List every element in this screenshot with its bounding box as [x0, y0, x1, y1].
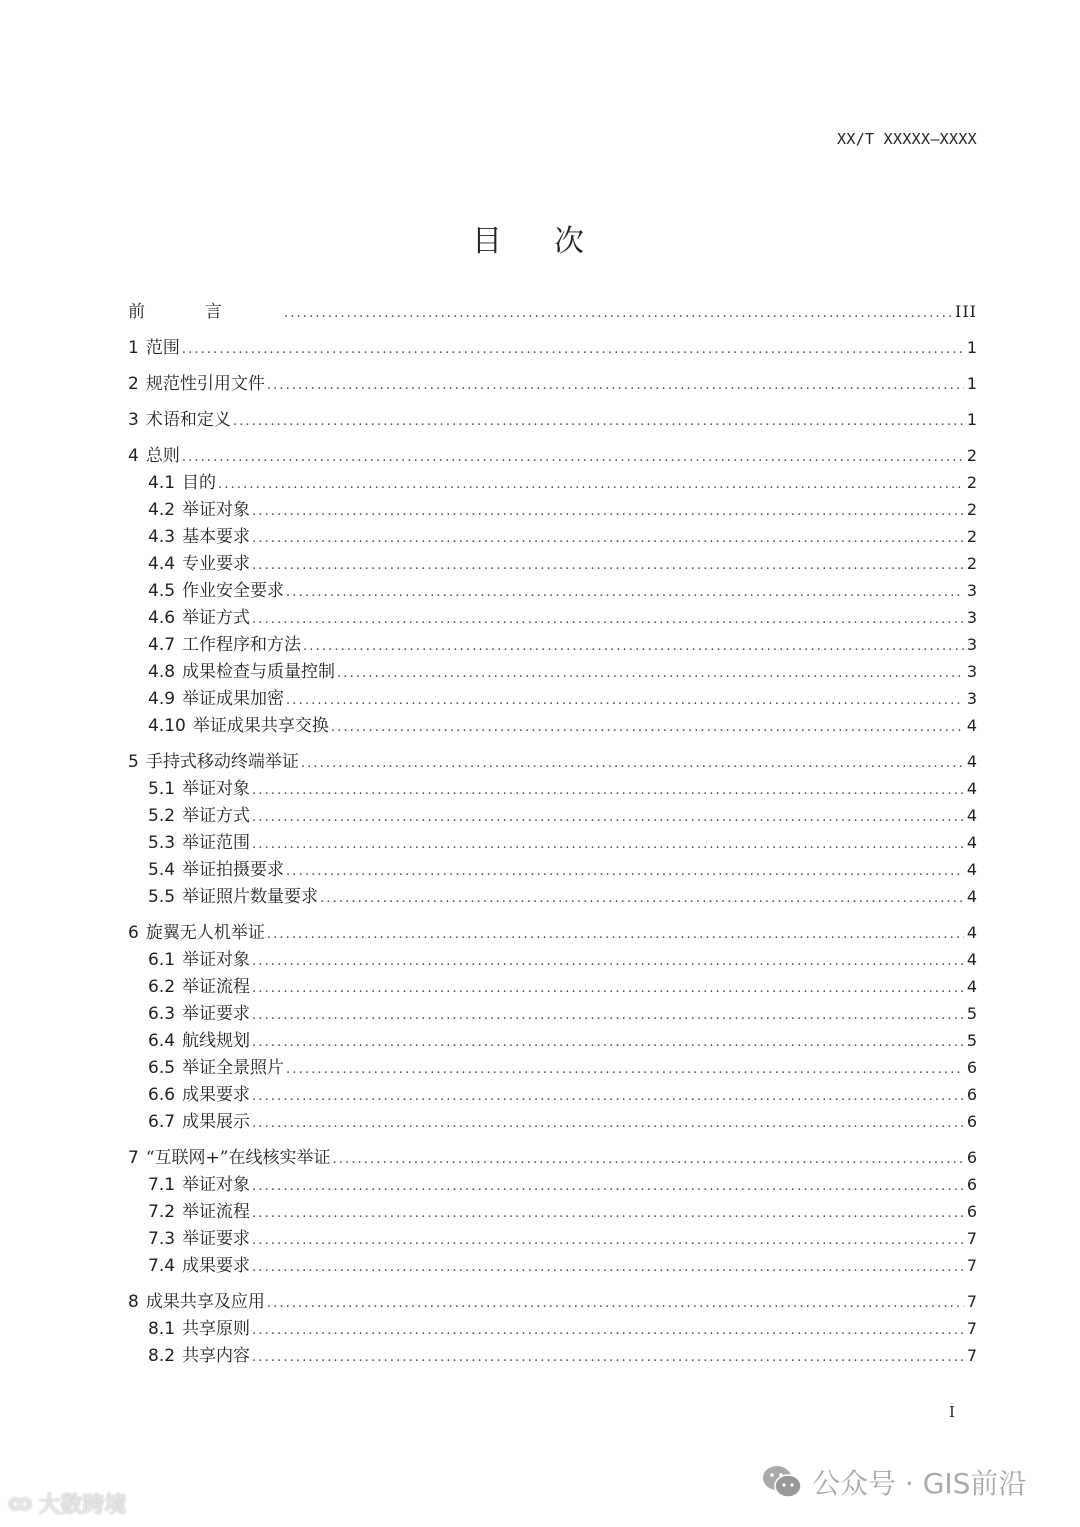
wechat-icon — [762, 1465, 802, 1499]
corner-logo-icon: ꝏ — [8, 1491, 33, 1516]
toc-entry[interactable] — [128, 550, 977, 577]
toc-entry-label: 成果要求 — [182, 1256, 251, 1276]
toc-entry-label: 举证方式 — [182, 608, 251, 628]
dot-leader — [301, 750, 964, 777]
toc-entry-page: 5 — [966, 1004, 977, 1023]
toc-entry-title — [128, 371, 267, 398]
toc-entry-number: 6.5 — [148, 1058, 176, 1078]
toc-entry[interactable] — [128, 712, 977, 739]
dot-leader — [286, 1056, 964, 1083]
toc-entry-label: 工作程序和方法 — [182, 635, 302, 655]
toc-entry[interactable] — [128, 1252, 977, 1279]
dot-leader — [303, 633, 964, 660]
toc-entry-title — [148, 1199, 252, 1226]
toc-entry-title — [128, 749, 301, 776]
toc-entry-label: 举证对象 — [182, 779, 251, 799]
toc-entry-label: 成果检查与质量控制 — [182, 662, 336, 682]
toc-entry-number: 7.3 — [148, 1229, 176, 1249]
toc-entry-page: 2 — [966, 527, 977, 546]
toc-entry[interactable] — [128, 1054, 977, 1081]
toc-entry-label: 举证对象 — [182, 500, 251, 520]
toc-entry-title — [148, 803, 252, 830]
page-title: 目次 — [472, 224, 636, 259]
toc-entry-label: 举证对象 — [182, 1175, 251, 1195]
toc-entry-page: 3 — [966, 662, 977, 681]
toc-entry[interactable] — [128, 442, 977, 469]
toc-entry-page: 1 — [966, 374, 977, 393]
toc-entry-page: 4 — [966, 860, 977, 879]
dot-leader — [337, 660, 964, 687]
toc-entry-number: 8.1 — [148, 1319, 176, 1339]
toc-entry[interactable] — [128, 631, 977, 658]
toc-entry-number: 6.3 — [148, 1004, 176, 1024]
toc-entry-number: 6.2 — [148, 977, 176, 997]
toc-entry-number: 4.2 — [148, 500, 176, 520]
toc-entry-number: 5.4 — [148, 860, 176, 880]
dot-leader — [233, 408, 964, 435]
toc-entry[interactable] — [128, 829, 977, 856]
toc-entry-number: 7.2 — [148, 1202, 176, 1222]
toc-entry-page: 6 — [966, 1112, 977, 1131]
toc-entry-page: 6 — [966, 1148, 977, 1167]
page-number: I — [949, 1403, 955, 1421]
toc-entry-title — [128, 335, 182, 362]
toc-entry-title — [148, 947, 252, 974]
dot-leader — [252, 1110, 964, 1137]
toc-entry-page: 2 — [966, 446, 977, 465]
toc-entry[interactable] — [128, 1315, 977, 1342]
toc-entry-number: 4.6 — [148, 608, 176, 628]
dot-leader — [252, 1083, 964, 1110]
toc-entry-page: 5 — [966, 1031, 977, 1050]
toc-entry-title — [128, 1289, 267, 1316]
toc-entry-page: 7 — [966, 1346, 977, 1365]
toc-entry-label: 举证全景照片 — [182, 1058, 285, 1078]
toc-entry-number: 5.1 — [148, 779, 176, 799]
toc-entry[interactable] — [128, 523, 977, 550]
toc-entry[interactable] — [128, 685, 977, 712]
dot-leader — [331, 714, 964, 741]
toc-entry[interactable] — [128, 577, 977, 604]
toc-entry-label: 举证成果加密 — [182, 689, 285, 709]
toc-entry-label: 举证流程 — [182, 1202, 251, 1222]
toc-entry-number: 6 — [128, 923, 139, 943]
toc-entry-title — [148, 632, 303, 659]
dot-leader — [267, 1290, 964, 1317]
dot-leader — [252, 777, 964, 804]
toc-entry-title — [148, 524, 252, 551]
table-of-contents — [128, 298, 977, 1369]
toc-entry-label: 目的 — [182, 473, 217, 493]
toc-entry-title — [148, 551, 252, 578]
toc-entry-label: “互联网+”在线核实举证 — [145, 1148, 331, 1168]
toc-entry-page: 3 — [966, 608, 977, 627]
dot-leader — [252, 1173, 964, 1200]
toc-entry[interactable] — [128, 919, 977, 946]
toc-entry-label: 航线规划 — [182, 1031, 251, 1051]
toc-entry-label: 共享原则 — [182, 1319, 251, 1339]
toc-entry-page: 4 — [966, 716, 977, 735]
toc-entry[interactable] — [128, 658, 977, 685]
toc-entry[interactable] — [128, 298, 977, 325]
toc-entry[interactable] — [128, 802, 977, 829]
toc-entry-title — [148, 605, 252, 632]
dot-leader — [252, 606, 964, 633]
toc-entry-number: 5 — [128, 752, 139, 772]
toc-entry-number: 5.3 — [148, 833, 176, 853]
toc-entry[interactable] — [128, 1288, 977, 1315]
dot-leader — [252, 498, 964, 525]
toc-entry[interactable] — [128, 334, 977, 361]
toc-entry[interactable] — [128, 973, 977, 1000]
wechat-watermark-text: 公众号 · GIS前沿 — [812, 1467, 1027, 1500]
toc-entry-number: 4.3 — [148, 527, 176, 547]
toc-entry-label: 成果共享及应用 — [145, 1292, 265, 1312]
toc-entry-number: 4.7 — [148, 635, 176, 655]
toc-entry-page: 4 — [966, 806, 977, 825]
toc-entry-title — [148, 470, 218, 497]
wechat-watermark — [762, 1462, 1026, 1502]
toc-entry-title — [148, 686, 286, 713]
toc-entry-number: 8.2 — [148, 1346, 176, 1366]
dot-leader — [286, 687, 964, 714]
dot-leader — [252, 552, 964, 579]
dot-leader — [252, 525, 964, 552]
toc-entry-page: 6 — [966, 1175, 977, 1194]
dot-leader — [218, 471, 964, 498]
dot-leader — [252, 1344, 964, 1371]
toc-entry[interactable] — [128, 856, 977, 883]
toc-entry-label: 作业安全要求 — [182, 581, 285, 601]
toc-entry[interactable] — [128, 1171, 977, 1198]
toc-entry-label: 成果要求 — [182, 1085, 251, 1105]
toc-entry-label: 举证对象 — [182, 950, 251, 970]
toc-entry-title — [148, 1226, 252, 1253]
standard-code-header: XX/T XXXXX—XXXX — [837, 130, 977, 148]
dot-leader — [182, 444, 964, 471]
toc-entry-page: 3 — [966, 689, 977, 708]
toc-entry-title — [148, 1028, 252, 1055]
dot-leader — [252, 804, 964, 831]
toc-entry-title — [148, 713, 331, 740]
dot-leader — [252, 1029, 964, 1056]
toc-entry-page: 4 — [966, 752, 977, 771]
toc-entry[interactable] — [128, 1144, 977, 1171]
toc-entry-page: 6 — [966, 1058, 977, 1077]
toc-entry-label: 举证照片数量要求 — [182, 887, 319, 907]
toc-entry-page: 2 — [966, 500, 977, 519]
toc-entry[interactable] — [128, 370, 977, 397]
toc-entry-label: 规范性引用文件 — [145, 374, 265, 394]
toc-entry-number: 4.5 — [148, 581, 176, 601]
toc-entry-number: 3 — [128, 410, 139, 430]
toc-entry-number: 2 — [128, 374, 139, 394]
toc-entry-title — [128, 1145, 332, 1172]
toc-entry-label: 举证拍摄要求 — [182, 860, 285, 880]
toc-entry-number: 1 — [128, 338, 139, 358]
toc-entry-title — [148, 497, 252, 524]
toc-entry[interactable] — [128, 1342, 977, 1369]
toc-entry-number: 7 — [128, 1148, 139, 1168]
toc-entry[interactable] — [128, 1108, 977, 1135]
toc-entry-label: 旋翼无人机举证 — [145, 923, 265, 943]
dot-leader — [286, 858, 964, 885]
toc-entry-number: 4.10 — [148, 716, 186, 736]
toc-entry-number: 4.1 — [148, 473, 176, 493]
toc-entry-label: 专业要求 — [182, 554, 251, 574]
toc-entry-number: 7.1 — [148, 1175, 176, 1195]
toc-entry-number: 4.8 — [148, 662, 176, 682]
toc-entry[interactable] — [128, 604, 977, 631]
dot-leader — [252, 1227, 964, 1254]
toc-entry[interactable] — [128, 469, 977, 496]
toc-entry[interactable] — [128, 1225, 977, 1252]
toc-entry-page: 7 — [966, 1319, 977, 1338]
dot-leader — [252, 1200, 964, 1227]
toc-entry-page: 4 — [966, 977, 977, 996]
toc-entry-page: 4 — [966, 950, 977, 969]
toc-entry-page: 3 — [966, 581, 977, 600]
toc-entry-label: 总则 — [145, 446, 180, 466]
toc-entry-page: III — [955, 302, 977, 321]
toc-entry-label: 举证流程 — [182, 977, 251, 997]
toc-entry-label: 成果展示 — [182, 1112, 251, 1132]
toc-entry[interactable] — [128, 1000, 977, 1027]
toc-entry[interactable] — [128, 1027, 977, 1054]
dot-leader — [267, 921, 964, 948]
toc-entry-page: 2 — [966, 554, 977, 573]
toc-entry-title — [148, 830, 252, 857]
toc-entry-page: 6 — [966, 1085, 977, 1104]
toc-entry-label: 举证要求 — [182, 1004, 251, 1024]
dot-leader — [252, 948, 964, 975]
toc-entry-title — [148, 659, 337, 686]
toc-entry-title — [148, 884, 320, 911]
toc-entry[interactable] — [128, 883, 977, 910]
toc-entry[interactable] — [128, 1198, 977, 1225]
toc-entry-title — [148, 1082, 252, 1109]
toc-entry-page: 7 — [966, 1256, 977, 1275]
toc-entry-title — [128, 920, 267, 947]
toc-entry[interactable] — [128, 748, 977, 775]
toc-entry-title — [148, 1316, 252, 1343]
toc-entry-number: 4.4 — [148, 554, 176, 574]
toc-entry-number: 5.5 — [148, 887, 176, 907]
toc-entry-page: 1 — [966, 338, 977, 357]
toc-entry-label: 手持式移动终端举证 — [145, 752, 299, 772]
toc-entry-label: 举证范围 — [182, 833, 251, 853]
dot-leader — [252, 1317, 964, 1344]
toc-entry-title — [128, 299, 284, 326]
toc-entry-page: 4 — [966, 923, 977, 942]
toc-entry-title — [148, 1055, 286, 1082]
dot-leader — [332, 1146, 963, 1173]
toc-entry-label: 范围 — [145, 338, 180, 358]
toc-entry-title — [148, 1172, 252, 1199]
toc-entry[interactable] — [128, 946, 977, 973]
toc-entry-title — [148, 1253, 252, 1280]
dot-leader — [252, 1002, 964, 1029]
toc-entry-title — [148, 578, 286, 605]
toc-entry-title — [148, 974, 252, 1001]
toc-entry-label: 举证要求 — [182, 1229, 251, 1249]
toc-entry-page: 4 — [966, 887, 977, 906]
toc-entry-page: 6 — [966, 1202, 977, 1221]
toc-entry-title — [128, 443, 182, 470]
toc-entry-page: 7 — [966, 1229, 977, 1248]
toc-entry-label: 术语和定义 — [145, 410, 231, 430]
toc-entry[interactable] — [128, 775, 977, 802]
toc-entry-label: 举证方式 — [182, 806, 251, 826]
toc-entry-number: 6.1 — [148, 950, 176, 970]
toc-entry-title — [148, 1109, 252, 1136]
dot-leader — [286, 579, 964, 606]
dot-leader — [267, 372, 964, 399]
toc-entry-title — [148, 1001, 252, 1028]
toc-entry-number: 5.2 — [148, 806, 176, 826]
toc-entry-label: 共享内容 — [182, 1346, 251, 1366]
toc-entry-page: 2 — [966, 473, 977, 492]
toc-entry[interactable] — [128, 406, 977, 433]
toc-entry-page: 3 — [966, 635, 977, 654]
toc-entry-title — [148, 857, 286, 884]
toc-entry-page: 4 — [966, 779, 977, 798]
toc-entry-page: 7 — [966, 1292, 977, 1311]
dot-leader — [284, 300, 952, 327]
toc-entry-label: 举证成果共享交换 — [192, 716, 329, 736]
toc-entry-title — [128, 407, 233, 434]
toc-entry-page: 1 — [966, 410, 977, 429]
toc-entry-label: 基本要求 — [182, 527, 251, 547]
toc-entry-number: 4.9 — [148, 689, 176, 709]
toc-entry-title — [148, 776, 252, 803]
toc-entry-number: 6.4 — [148, 1031, 176, 1051]
toc-entry-label: 前言 — [128, 302, 282, 322]
toc-entry-number: 4 — [128, 446, 139, 466]
toc-entry[interactable] — [128, 1081, 977, 1108]
toc-entry-number: 8 — [128, 1292, 139, 1312]
dot-leader — [182, 336, 964, 363]
dot-leader — [252, 1254, 964, 1281]
dot-leader — [252, 831, 964, 858]
toc-entry-number: 6.7 — [148, 1112, 176, 1132]
dot-leader — [252, 975, 964, 1002]
toc-entry-number: 7.4 — [148, 1256, 176, 1276]
corner-watermark — [8, 1488, 126, 1519]
toc-entry[interactable] — [128, 496, 977, 523]
corner-watermark-text: 大数跨境 — [38, 1493, 127, 1518]
toc-entry-page: 4 — [966, 833, 977, 852]
toc-entry-title — [148, 1343, 252, 1370]
dot-leader — [320, 885, 964, 912]
toc-entry-number: 6.6 — [148, 1085, 176, 1105]
